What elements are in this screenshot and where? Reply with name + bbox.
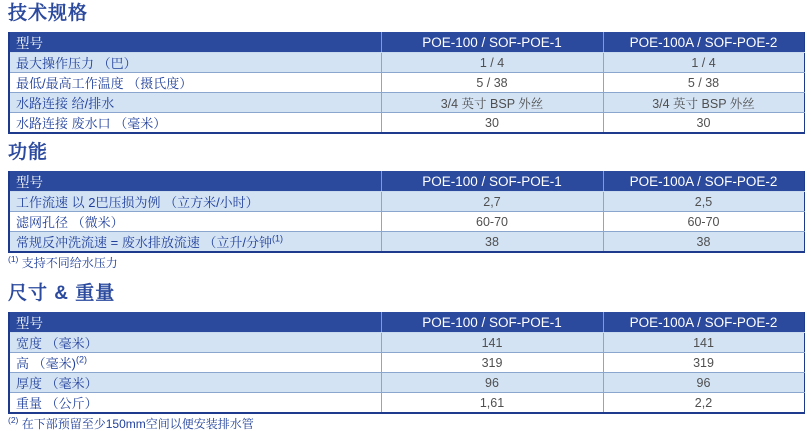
column-header-model-label: 型号: [9, 312, 381, 333]
spec-table-head: [9, 32, 804, 53]
spec-sheet: [8, 2, 803, 431]
row-value-model-1: 2,7: [381, 192, 603, 212]
spec-table-body: [9, 333, 804, 414]
table-row: [9, 373, 804, 393]
table-row: [9, 212, 804, 232]
spec-table-body: [9, 192, 804, 253]
table-row: [9, 353, 804, 373]
row-value-model-1: 319: [381, 353, 603, 373]
row-value-model-2: 3/4 英寸 BSP 外丝: [603, 93, 804, 113]
header-row: [9, 32, 804, 53]
row-label: 工作流速 以 2巴压损为例 （立方米/小时）: [16, 195, 259, 210]
footnote: $^{(2)}$ 在下部预留至少150mm空间以便安装排水管: [8, 415, 254, 431]
row-value-model-1: 1,61: [381, 393, 603, 414]
section-title: 尺寸 & 重量: [8, 283, 116, 304]
spec-table-head: [9, 171, 804, 192]
footnote-marker: (2): [75, 354, 87, 365]
row-label: 高 （毫米)$^{(2)}$: [9, 353, 381, 373]
row-label: 宽度 （毫米）: [16, 336, 98, 351]
row-label: 常规反冲洗流速 = 废水排放流速 （立升/分钟$^{(1)}$: [9, 232, 381, 253]
row-value-model-2: 1 / 4: [603, 53, 804, 73]
row-label: 滤网孔径 （微米）: [9, 212, 381, 232]
row-label: 最大操作压力 （巴）: [16, 56, 137, 71]
row-label: 水路连接 废水口 （毫米）: [9, 113, 381, 134]
table-row: [9, 333, 804, 353]
column-header-model-1: POE-100 / SOF-POE-1: [381, 312, 603, 333]
row-label: 厚度 （毫米）: [9, 373, 381, 393]
section-title: 功能: [8, 142, 49, 163]
spec-table: [8, 312, 805, 414]
column-header-model-2: POE-100A / SOF-POE-2: [603, 312, 804, 333]
spec-table-head: [9, 312, 804, 333]
table-row: [9, 192, 804, 212]
table-row: [9, 73, 804, 93]
column-header-model-label: 型号: [9, 32, 381, 53]
table-row: [9, 53, 804, 73]
row-value-model-2: 38: [603, 232, 804, 253]
row-value-model-1: 5 / 38: [381, 73, 603, 93]
column-header-model-2: POE-100A / SOF-POE-2: [603, 171, 804, 192]
row-value-model-1: 96: [381, 373, 603, 393]
row-value-model-1: 38: [381, 232, 603, 253]
row-value-model-1: 1 / 4: [381, 53, 603, 73]
row-value-model-2: 60-70: [603, 212, 804, 232]
header-row: [9, 171, 804, 192]
row-value-model-2: 319: [603, 353, 804, 373]
table-row: [9, 232, 804, 253]
row-value-model-2: 141: [603, 333, 804, 353]
footnote: $^{(1)}$ 支持不同给水压力: [8, 254, 118, 270]
table-row: [9, 113, 804, 134]
spec-table: [8, 32, 805, 134]
section-features: [8, 141, 803, 270]
section-tech-specs: [8, 2, 803, 134]
column-header-model-1: POE-100 / SOF-POE-1: [381, 32, 603, 53]
row-value-model-1: 60-70: [381, 212, 603, 232]
spec-table-body: [9, 53, 804, 134]
row-value-model-2: 5 / 38: [603, 73, 804, 93]
row-value-model-2: 2,2: [603, 393, 804, 414]
row-value-model-1: 3/4 英寸 BSP 外丝: [381, 93, 603, 113]
column-header-model-1: POE-100 / SOF-POE-1: [381, 171, 603, 192]
row-label: 水路连接 给/排水: [9, 93, 381, 113]
section-title: 技术规格: [8, 3, 89, 24]
row-label: 重量 （公斤）: [9, 393, 381, 414]
header-row: [9, 312, 804, 333]
footnote-marker: (2): [8, 415, 19, 425]
table-row: [9, 93, 804, 113]
column-header-model-2: POE-100A / SOF-POE-2: [603, 32, 804, 53]
row-label: 最低/最高工作温度 （摄氏度）: [9, 73, 381, 93]
row-value-model-2: 30: [603, 113, 804, 134]
spec-table: [8, 171, 805, 253]
row-value-model-2: 96: [603, 373, 804, 393]
row-value-model-1: 141: [381, 333, 603, 353]
table-row: [9, 393, 804, 414]
row-value-model-1: 30: [381, 113, 603, 134]
section-dimensions-weight: [8, 282, 803, 431]
footnote-marker: (1): [8, 254, 19, 264]
column-header-model-label: 型号: [9, 171, 381, 192]
footnote-marker: (1): [272, 233, 284, 244]
row-value-model-2: 2,5: [603, 192, 804, 212]
